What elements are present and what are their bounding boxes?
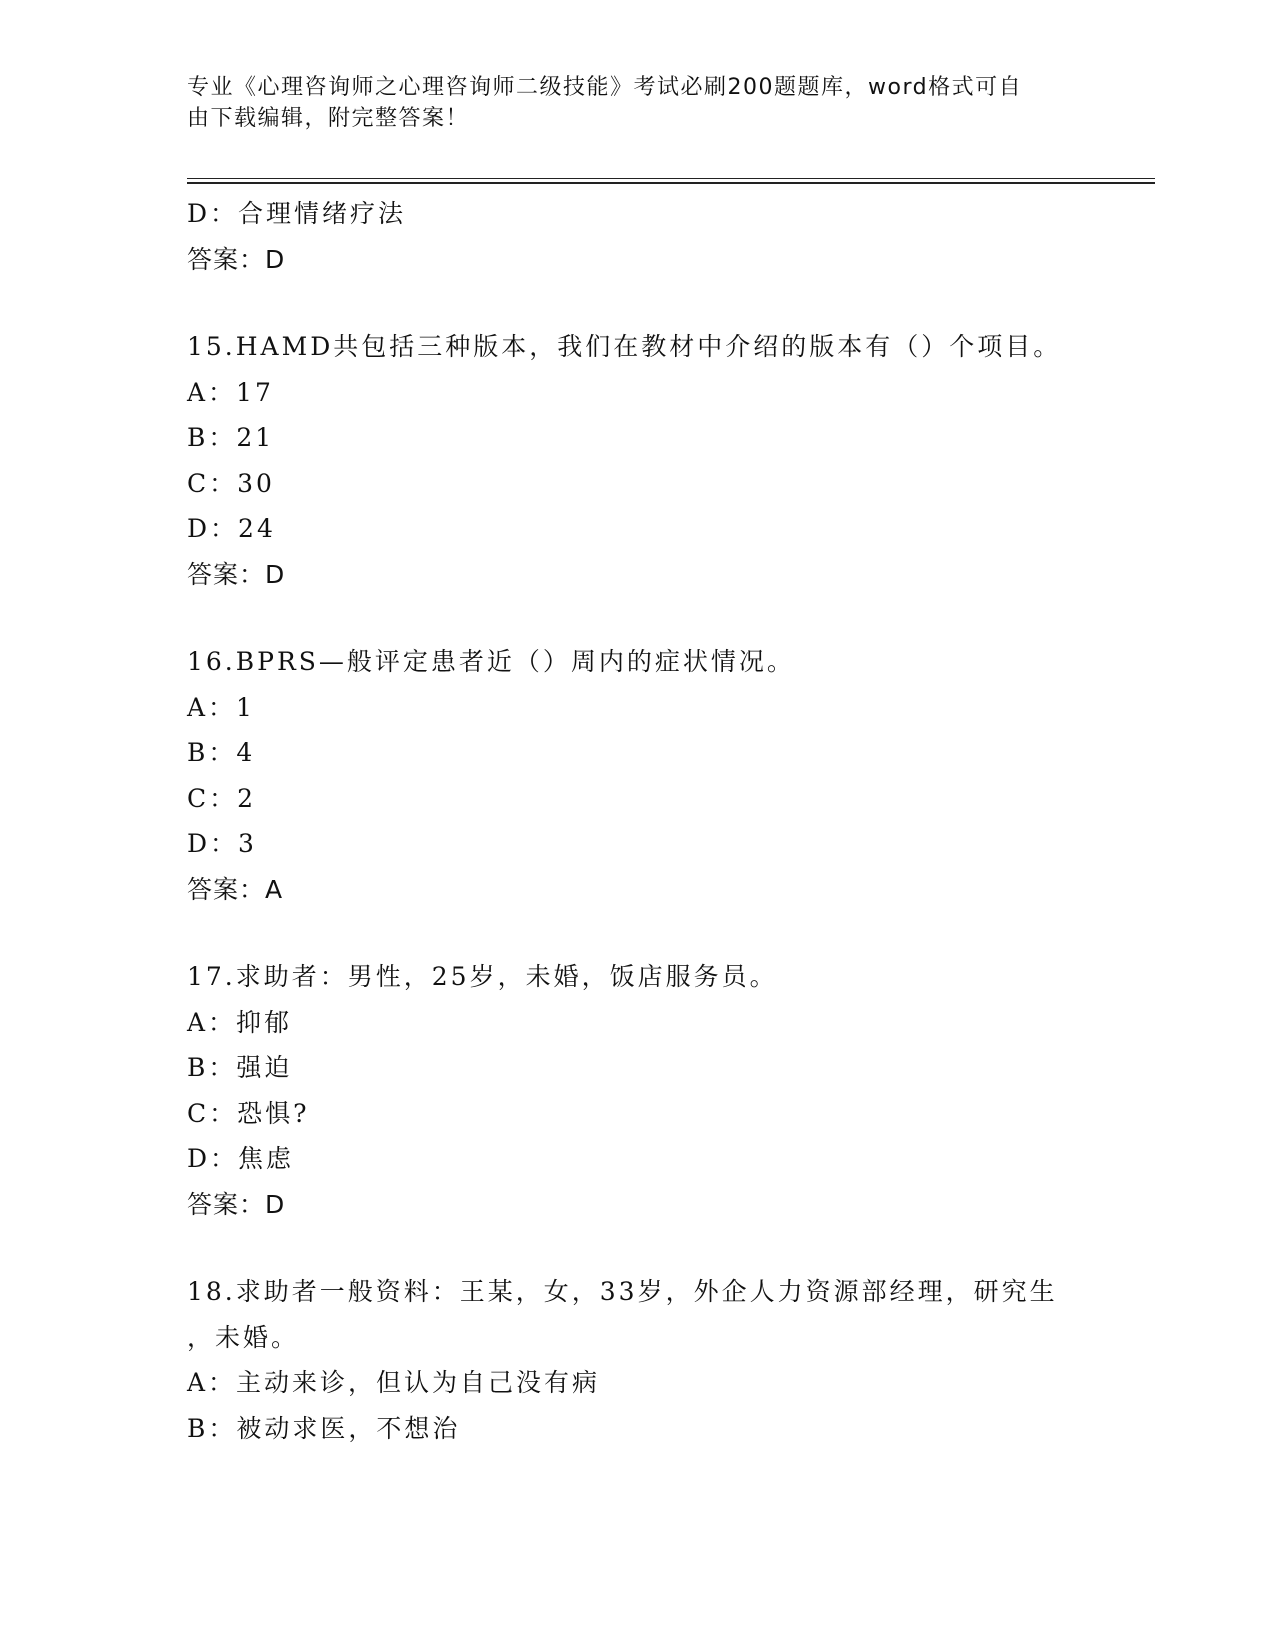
option-b: B：强迫 <box>187 1053 293 1082</box>
question-stem: 15.HAMD共包括三种版本，我们在教材中介绍的版本有（）个项目。 <box>187 332 1062 361</box>
option-c: C：2 <box>187 783 257 813</box>
option-b: B：4 <box>187 738 256 767</box>
option-a: A：主动来诊，但认为自己没有病 <box>187 1368 601 1397</box>
option-b: B：21 <box>187 423 275 452</box>
question-block-14 <box>187 191 1147 282</box>
question-stem: 16.BPRS—般评定患者近（）周内的症状情况。 <box>187 647 795 676</box>
option-d: D：24 <box>187 514 276 543</box>
option-d: D：3 <box>187 829 257 858</box>
document-header <box>187 72 1087 134</box>
answer-line: 答案：D <box>187 244 286 274</box>
question-stem: 17.求助者：男性，25岁，未婚，饭店服务员。 <box>187 962 778 991</box>
question-block-15 <box>187 324 1147 597</box>
option-b: B：被动求医，不想治 <box>187 1413 461 1443</box>
header-line-2: 由下载编辑，附完整答案！ <box>187 106 470 131</box>
header-divider-thick <box>187 182 1155 184</box>
answer-line: 答案：D <box>187 1189 286 1219</box>
question-block-18 <box>187 1269 1147 1451</box>
option-c: C：30 <box>187 468 275 498</box>
option-a: A：1 <box>187 692 255 722</box>
option-d: D：合理情绪疗法 <box>187 199 407 228</box>
question-block-17 <box>187 954 1147 1227</box>
option-a: A：抑郁 <box>187 1007 293 1037</box>
question-block-16 <box>187 639 1147 912</box>
header-divider-thin <box>187 178 1155 179</box>
option-c: C：恐惧? <box>187 1098 310 1128</box>
answer-line: 答案：A <box>187 874 284 904</box>
header-line-1: 专业《心理咨询师之心理咨询师二级技能》考试必刷200题题库，word格式可自 <box>187 75 1023 100</box>
option-a: A：17 <box>187 377 274 407</box>
option-d: D：焦虑 <box>187 1144 295 1173</box>
answer-line: 答案：D <box>187 559 286 589</box>
question-list <box>187 191 1147 1451</box>
question-stem-continued: ，未婚。 <box>187 1322 300 1352</box>
question-stem: 18.求助者一般资料：王某，女，33岁，外企人力资源部经理，研究生 <box>187 1277 1058 1306</box>
